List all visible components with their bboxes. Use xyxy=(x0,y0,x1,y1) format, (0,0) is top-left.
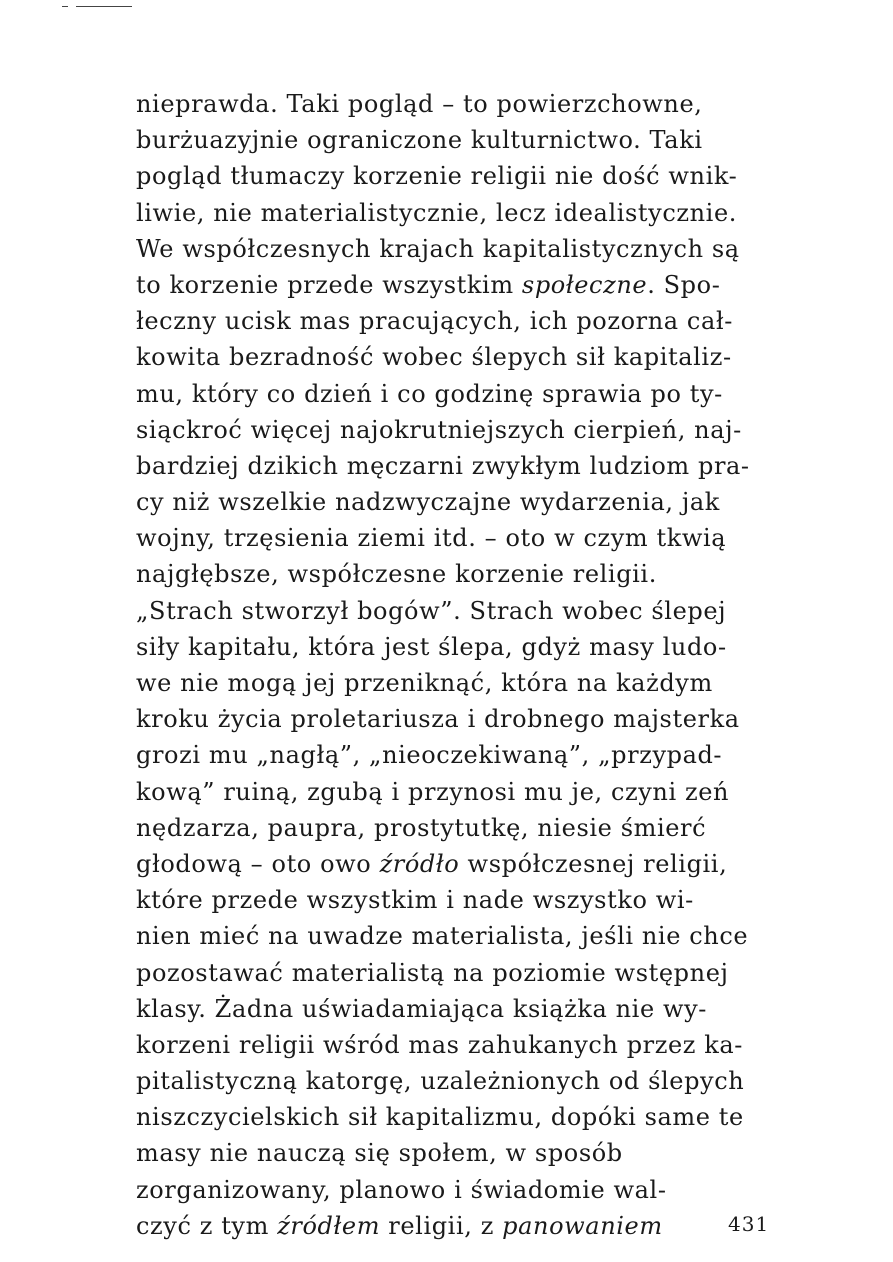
text-run: które przede wszystkim i nade wszystko wi- xyxy=(136,886,694,915)
text-run: najgłębsze, współczesne korzenie religii. xyxy=(136,560,657,589)
text-run: łeczny ucisk mas pracujących, ich pozorna cał- xyxy=(136,307,733,336)
text-line xyxy=(136,484,766,520)
text-run: zorganizowany, planowo i świadomie wal- xyxy=(136,1175,667,1204)
text-run: siąckroć więcej najokrutniejszych cierpień, naj- xyxy=(136,415,742,444)
text-line xyxy=(136,882,766,918)
text-run: współczesnej religii, xyxy=(459,849,728,878)
emphasized-text: społeczne xyxy=(521,270,648,299)
text-run: to korzenie przede wszystkim xyxy=(136,270,522,299)
text-run: nien mieć na uwadze materialista, jeśli nie chce xyxy=(136,922,749,951)
text-run: pitalistyczną katorgę, uzależnionych od ślepych xyxy=(136,1067,745,1096)
text-line xyxy=(136,1135,766,1171)
emphasized-text: źródło xyxy=(379,849,460,878)
text-line xyxy=(136,737,766,773)
text-run: . Spo- xyxy=(647,270,721,299)
text-run: wojny, trzęsienia ziemi itd. – oto w czym tkwią xyxy=(136,524,727,553)
text-line xyxy=(136,520,766,556)
corner-mark xyxy=(62,6,132,8)
text-run: mu, który co dzień i co godzinę sprawia po ty- xyxy=(136,379,723,408)
text-run: religii, z xyxy=(380,1211,503,1240)
text-line xyxy=(136,412,766,448)
text-run: pozostawać materialistą na poziomie wstępnej xyxy=(136,958,729,987)
text-line xyxy=(136,593,766,629)
text-line xyxy=(136,774,766,810)
text-run: niszczycielskich sił kapitalizmu, dopóki same te xyxy=(136,1103,744,1132)
text-line xyxy=(136,1027,766,1063)
corner-mark-line xyxy=(76,6,132,7)
text-line xyxy=(136,846,766,882)
text-run: we nie mogą jej przeniknąć, która na każdym xyxy=(136,669,713,697)
text-line xyxy=(136,991,766,1027)
text-run: czyć z tym xyxy=(136,1211,278,1240)
text-line xyxy=(136,303,766,339)
text-run: korzeni religii wśród mas zahukanych przez ka- xyxy=(136,1030,744,1059)
text-line xyxy=(136,195,766,231)
text-run: nieprawda. Taki pogląd – to powierzchowne, xyxy=(136,90,703,118)
text-run: kroku życia proletariusza i drobnego majsterka xyxy=(136,705,740,734)
text-run: We współczesnych krajach kapitalistycznych są xyxy=(136,234,740,263)
emphasized-text: panowaniem xyxy=(502,1211,663,1240)
text-line xyxy=(136,918,766,954)
text-line xyxy=(136,1099,766,1135)
corner-mark-dash xyxy=(62,6,68,7)
text-line xyxy=(136,339,766,375)
text-line xyxy=(136,1208,766,1244)
page-text xyxy=(136,86,766,1244)
text-line xyxy=(136,955,766,991)
text-line xyxy=(136,267,766,303)
text-run: masy nie nauczą się społem, w sposób xyxy=(136,1139,623,1168)
text-run: bardziej dzikich męczarni zwykłym ludziom pra- xyxy=(136,451,750,480)
text-run: cy niż wszelkie nadzwyczajne wydarzenia, jak xyxy=(136,488,720,517)
text-line xyxy=(136,86,766,122)
text-line xyxy=(136,376,766,412)
text-line xyxy=(136,556,766,592)
text-run: liwie, nie materialistycznie, lecz idealistycznie. xyxy=(136,198,737,227)
text-line xyxy=(136,810,766,846)
text-run: „Strach stworzył bogów”. Strach wobec ślepej xyxy=(136,596,727,625)
text-line xyxy=(136,448,766,484)
text-run: kową” ruiną, zgubą i przynosi mu je, czyni zeń xyxy=(136,777,730,806)
page-number: 431 xyxy=(728,1212,770,1236)
text-line xyxy=(136,231,766,267)
text-run: grozi mu „nagłą”, „nieoczekiwaną”, „przypad- xyxy=(136,741,723,770)
text-line xyxy=(136,122,766,158)
text-run: klasy. Żadna uświadamiająca książka nie wy- xyxy=(136,994,708,1023)
text-line xyxy=(136,158,766,194)
text-run: kowita bezradność wobec ślepych sił kapitaliz- xyxy=(136,343,732,372)
text-run: burżuazyjnie ograniczone kulturnictwo. Taki xyxy=(136,126,703,155)
text-line xyxy=(136,629,766,665)
text-line xyxy=(136,665,766,701)
emphasized-text: źródłem xyxy=(277,1211,381,1240)
text-line xyxy=(136,701,766,737)
text-run: pogląd tłumaczy korzenie religii nie dość wnik- xyxy=(136,162,738,191)
text-run: głodową – oto owo xyxy=(136,849,380,878)
text-run: siły kapitału, która jest ślepa, gdyż masy ludo- xyxy=(136,632,727,661)
text-line xyxy=(136,1063,766,1099)
text-line xyxy=(136,1172,766,1208)
text-run: nędzarza, paupra, prostytutkę, niesie śmierć xyxy=(136,813,707,842)
